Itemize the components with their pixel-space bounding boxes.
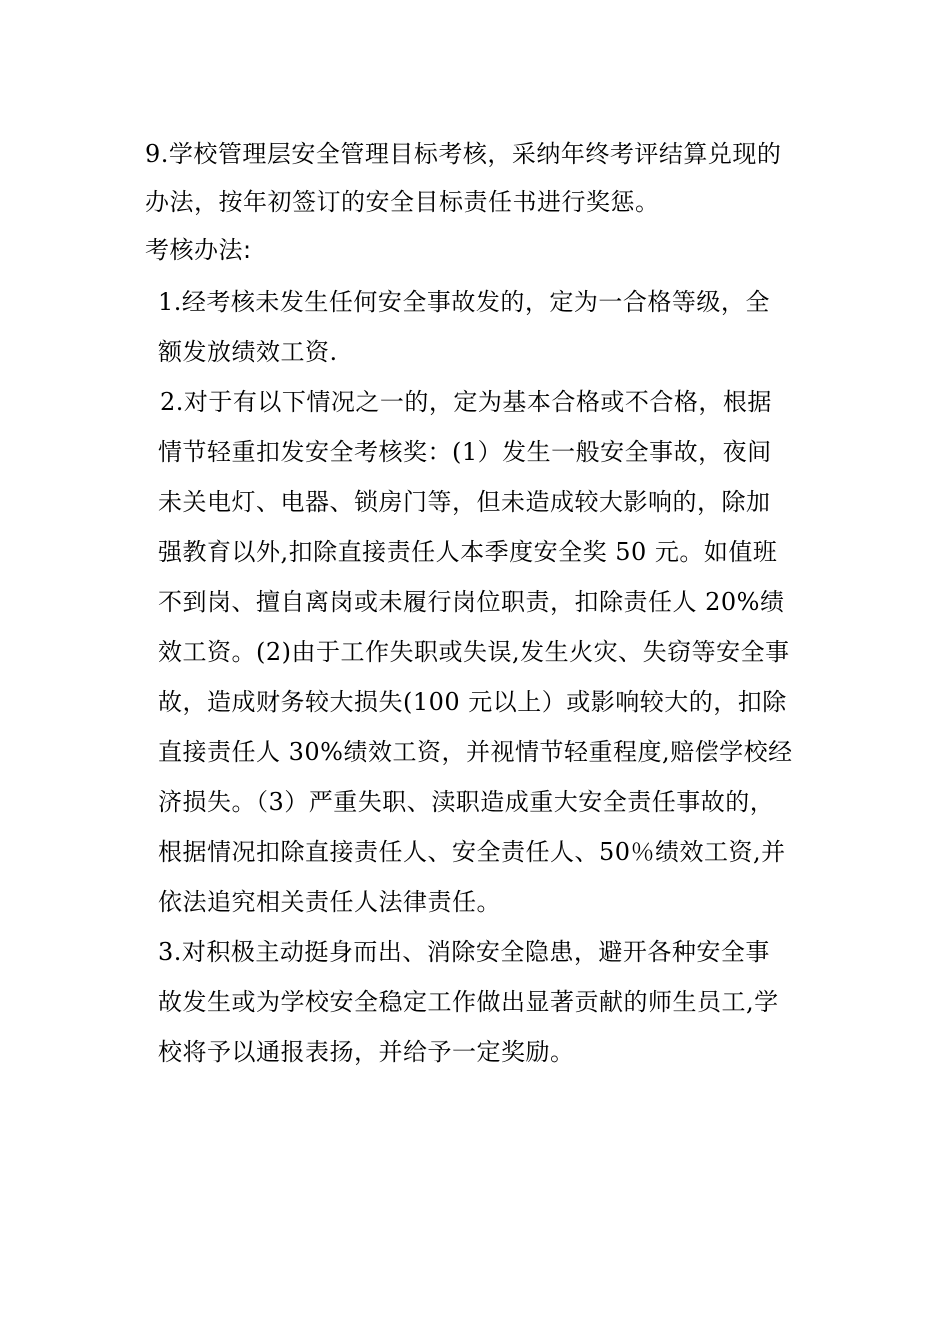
rule1-line-2: 额发放绩效工资. [158, 338, 338, 366]
rule2-line-10: 根据情况扣除直接责任人、安全责任人、50％绩效工资,并 [158, 838, 786, 866]
rule2-line-8: 直接责任人 30%绩效工资，并视情节轻重程度,赔偿学校经 [158, 738, 793, 766]
rule2-line-2: 情节轻重扣发安全考核奖：(1）发生一般安全事故，夜间 [158, 438, 772, 466]
rule3-line-2: 故发生或为学校安全稳定工作做出显著贡献的师生员工,学 [158, 988, 779, 1016]
rule2-line-6: 效工资。(2)由于工作失职或失误,发生火灾、失窃等安全事 [158, 638, 790, 666]
rule2-line-1: 2.对于有以下情况之一的，定为基本合格或不合格，根据 [160, 388, 772, 416]
rule1-line-1: 1.经考核未发生任何安全事故发的，定为一合格等级，全 [158, 288, 770, 316]
rule2-line-3: 未关电灯、电器、锁房门等，但未造成较大影响的，除加 [158, 488, 771, 516]
item9-line-1: 9.学校管理层安全管理目标考核，采纳年终考评结算兑现的 [145, 140, 782, 168]
rule3-line-1: 3.对积极主动挺身而出、消除安全隐患，避开各种安全事 [158, 938, 770, 966]
rule3-line-3: 校将予以通报表扬，并给予一定奖励。 [158, 1038, 575, 1066]
rule2-line-4: 强教育以外,扣除直接责任人本季度安全奖 50 元。如值班 [158, 538, 778, 566]
rule2-line-11: 依法追究相关责任人法律责任。 [158, 888, 501, 916]
section-heading: 考核办法: [145, 236, 252, 264]
rule2-line-5: 不到岗、擅自离岗或未履行岗位职责，扣除责任人 20%绩 [158, 588, 785, 616]
rule2-line-9: 济损失。（3）严重失职、渎职造成重大安全责任事故的， [158, 788, 775, 816]
item9-line-2: 办法，按年初签订的安全目标责任书进行奖惩。 [145, 188, 660, 216]
rule2-line-7: 故，造成财务较大损失(100 元以上）或影响较大的，扣除 [158, 688, 787, 716]
